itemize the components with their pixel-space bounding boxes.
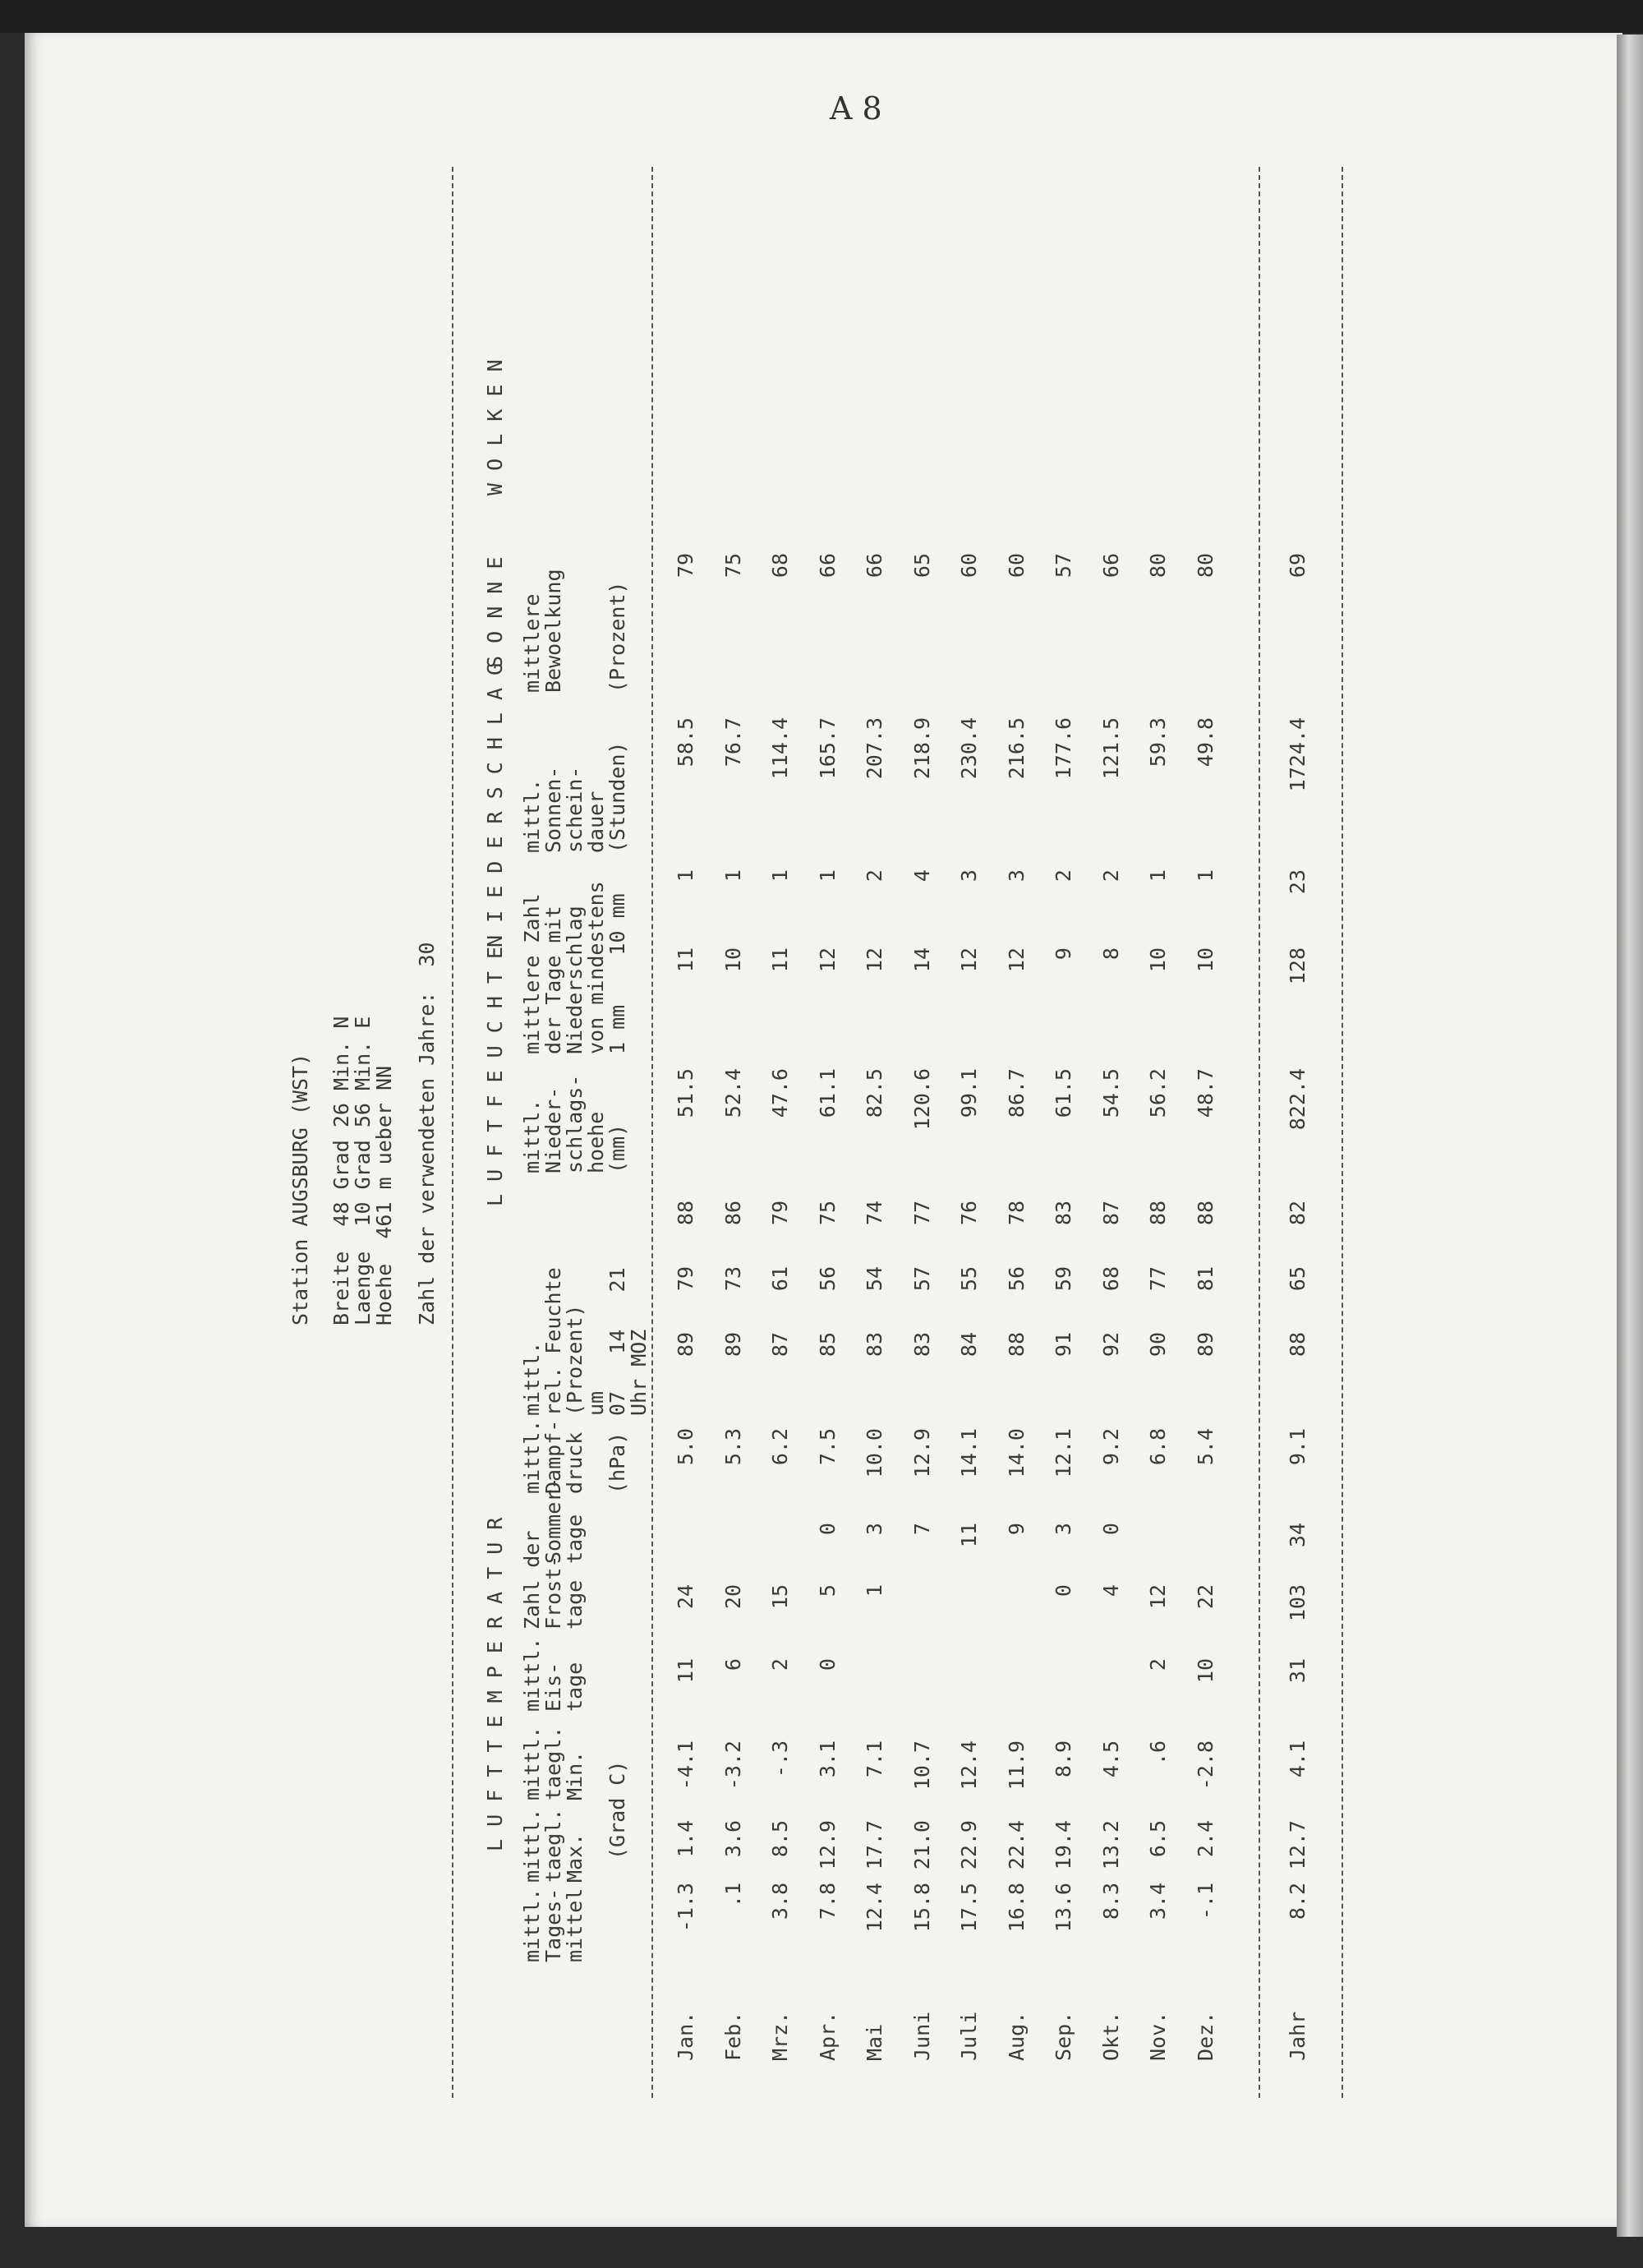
- table-cell: 56: [1004, 1266, 1029, 1292]
- row-month-label: Mai: [863, 2023, 886, 2061]
- station-title: Station AUGSBURG (WST): [288, 1053, 312, 1325]
- header-c14-line: mittl.: [520, 778, 544, 853]
- table-cell: 88: [1193, 1201, 1217, 1226]
- table-cell: 1: [720, 869, 745, 883]
- row-month-label: Juni: [909, 2011, 934, 2061]
- table-cell: 87: [1098, 1201, 1123, 1226]
- table-cell: 15: [768, 1584, 792, 1610]
- header-c8-line: rel. Feuchte: [541, 1267, 565, 1416]
- table-cell: 92: [1098, 1332, 1123, 1358]
- table-cell: 5: [815, 1584, 840, 1597]
- table-cell: 56: [815, 1266, 840, 1292]
- table-cell: 90: [1146, 1332, 1170, 1358]
- table-cell: 5.3: [720, 1428, 745, 1466]
- table-cell: 66: [1098, 553, 1123, 579]
- header-c12-line: mittlere Zahl: [520, 893, 544, 1054]
- table-cell: 79: [674, 553, 697, 579]
- header-c12-line: von mindestens: [584, 881, 608, 1054]
- table-cell: 17.7: [863, 1820, 886, 1870]
- table-cell: 68: [768, 553, 792, 579]
- table-cell: 14.0: [1004, 1428, 1029, 1478]
- table-cell: -1.3: [674, 1883, 697, 1933]
- table-cell: 4: [909, 869, 934, 883]
- table-cell: 10: [1146, 947, 1170, 973]
- table-cell: 2: [863, 869, 886, 883]
- table-cell: 1: [768, 869, 792, 883]
- year-cell: 69: [1286, 553, 1309, 579]
- table-cell: 21.0: [909, 1820, 934, 1870]
- table-cell: 56.2: [1146, 1068, 1170, 1118]
- table-cell: .6: [1146, 1740, 1170, 1766]
- station-altitude: Hoehe 461 m ueber NN: [372, 1065, 396, 1325]
- table-cell: 55: [957, 1266, 981, 1292]
- table-cell: 22.4: [1004, 1820, 1029, 1870]
- table-cell: 83: [909, 1332, 934, 1358]
- header-c11-line: (mm): [605, 1123, 629, 1173]
- table-cell: 54.5: [1098, 1068, 1123, 1118]
- table-cell: 10: [1193, 947, 1217, 973]
- row-month-label: Juli: [957, 2011, 981, 2061]
- table-cell: 2.4: [1193, 1820, 1217, 1858]
- header-c7-line: (hPa): [605, 1431, 629, 1494]
- header-c6-line: tage: [563, 1514, 587, 1564]
- header-c12-line: 1 mm 10 mm: [605, 893, 629, 1054]
- table-cell: 5.4: [1193, 1428, 1217, 1466]
- header-c11-line: mittl.: [520, 1099, 544, 1173]
- table-cell: 6.2: [768, 1428, 792, 1466]
- table-cell: 0: [1098, 1523, 1123, 1536]
- table-cell: 1: [863, 1584, 886, 1597]
- header-c7-line: Dampf-: [541, 1419, 565, 1494]
- table-cell: 6.5: [1146, 1820, 1170, 1858]
- year-cell: 65: [1286, 1266, 1309, 1292]
- table-cell: 61.5: [1052, 1068, 1075, 1118]
- table-cell: 1: [1146, 869, 1170, 883]
- year-cell: 4.1: [1286, 1740, 1309, 1778]
- climate-table-content: [275, 167, 1384, 2098]
- table-cell: 12.1: [1052, 1428, 1075, 1478]
- table-cell: 7.5: [815, 1428, 840, 1466]
- row-month-label: Mrz.: [768, 2011, 792, 2061]
- table-cell: 88: [1004, 1332, 1029, 1358]
- table-cell: 83: [1052, 1201, 1075, 1226]
- header-c14-line: Sonnen-: [541, 766, 565, 853]
- row-month-label: Sep.: [1052, 2011, 1075, 2061]
- header-c3-line: mittl.: [520, 1726, 544, 1800]
- header-c15-line: mittlere: [520, 593, 544, 693]
- table-cell: 0: [815, 1658, 840, 1671]
- table-cell: 12.9: [815, 1820, 840, 1870]
- row-month-label: Apr.: [815, 2011, 840, 2061]
- page-number: A 8: [830, 90, 882, 127]
- header-c3-line: taegl.: [541, 1726, 565, 1800]
- table-cell: 11: [674, 947, 697, 973]
- table-cell: 89: [720, 1332, 745, 1358]
- table-cell: 10.7: [909, 1740, 934, 1791]
- scan-background: [0, 0, 1643, 33]
- year-cell: 9.1: [1286, 1428, 1309, 1466]
- table-cell: 76: [957, 1201, 981, 1226]
- table-cell: 60: [1004, 553, 1029, 579]
- header-unit-grad-c: (Grad C): [605, 1760, 629, 1860]
- group-luftfeuchte: L U F T F E U C H T E: [483, 946, 507, 1206]
- year-cell: 103: [1286, 1584, 1309, 1622]
- table-cell: 2: [1052, 869, 1075, 883]
- table-cell: 58.5: [674, 717, 697, 768]
- table-cell: 74: [863, 1201, 886, 1226]
- table-cell: 19.4: [1052, 1820, 1075, 1870]
- table-cell: 59.3: [1146, 717, 1170, 768]
- table-cell: 1: [1193, 869, 1217, 883]
- header-c15-line: Bewoelkung: [541, 569, 565, 693]
- table-cell: 11: [674, 1658, 697, 1684]
- table-cell: 12: [1004, 947, 1029, 973]
- year-cell: 8.2: [1286, 1883, 1309, 1920]
- table-cell: 10.0: [863, 1428, 886, 1478]
- rule-header-bottom: [651, 167, 653, 2098]
- table-cell: 10: [1193, 1658, 1217, 1684]
- table-cell: 3: [957, 869, 981, 883]
- table-cell: 8.5: [768, 1820, 792, 1858]
- table-cell: 11.9: [1004, 1740, 1029, 1791]
- station-longitude: Laenge 10 Grad 56 Min. E: [351, 1016, 375, 1325]
- table-cell: 78: [1004, 1201, 1029, 1226]
- table-cell: 3.4: [1146, 1883, 1170, 1920]
- header-c11-line: schlags-: [563, 1074, 587, 1173]
- table-cell: 230.4: [957, 717, 981, 780]
- table-cell: 57: [1052, 553, 1075, 579]
- table-cell: 15.8: [909, 1883, 934, 1933]
- year-cell: 1724.4: [1286, 717, 1309, 792]
- table-cell: 14.1: [957, 1428, 981, 1478]
- table-cell: 3: [1052, 1523, 1075, 1536]
- table-cell: 114.4: [768, 717, 792, 780]
- header-c5-line: Frost-: [541, 1555, 565, 1630]
- table-cell: 61: [768, 1266, 792, 1292]
- header-c1-line: mittl.: [520, 1888, 544, 1962]
- row-month-label: Feb.: [720, 2011, 745, 2061]
- table-cell: 80: [1146, 553, 1170, 579]
- table-cell: 86.7: [1004, 1068, 1029, 1118]
- table-cell: 75: [720, 553, 745, 579]
- table-cell: 216.5: [1004, 717, 1029, 780]
- table-cell: 84: [957, 1332, 981, 1358]
- table-cell: 12.4: [957, 1740, 981, 1791]
- table-cell: 83: [863, 1332, 886, 1358]
- table-cell: 207.3: [863, 717, 886, 780]
- table-cell: 88: [674, 1201, 697, 1226]
- header-c2-line: taegl.: [541, 1808, 565, 1883]
- table-cell: 165.7: [815, 717, 840, 780]
- rotated-climate-table: [275, 167, 1384, 2098]
- table-cell: 2: [1146, 1658, 1170, 1671]
- header-c5-line: Zahl der: [520, 1530, 544, 1630]
- table-cell: 7: [909, 1523, 934, 1536]
- year-label: Jahr: [1286, 2011, 1309, 2061]
- table-cell: 22: [1193, 1584, 1217, 1610]
- year-cell: 822.4: [1286, 1068, 1309, 1131]
- table-cell: 88: [1146, 1201, 1170, 1226]
- header-c3-line: Min.: [563, 1750, 587, 1800]
- table-cell: 0: [1052, 1584, 1075, 1597]
- header-c8-line: um: [584, 1390, 608, 1416]
- table-cell: 77: [1146, 1266, 1170, 1292]
- table-cell: 22.9: [957, 1820, 981, 1870]
- table-cell: 3: [1004, 869, 1029, 883]
- group-wolken: W O L K E N: [483, 359, 507, 496]
- table-cell: 76.7: [720, 717, 745, 768]
- table-cell: 82.5: [863, 1068, 886, 1118]
- year-cell: 128: [1286, 947, 1309, 985]
- table-cell: 60: [957, 553, 981, 579]
- table-cell: -.3: [768, 1740, 792, 1778]
- table-cell: -.1: [1193, 1883, 1217, 1920]
- table-cell: 91: [1052, 1332, 1075, 1358]
- row-month-label: Okt.: [1098, 2011, 1123, 2061]
- year-cell: 82: [1286, 1201, 1309, 1226]
- table-cell: 4: [1098, 1584, 1123, 1597]
- rule-top: [452, 167, 453, 2098]
- header-c4-line: tage: [563, 1662, 587, 1712]
- table-cell: 87: [768, 1332, 792, 1358]
- table-cell: 9.2: [1098, 1428, 1123, 1466]
- row-month-label: Nov.: [1146, 2011, 1170, 2061]
- table-cell: 7.8: [815, 1883, 840, 1920]
- table-cell: 1: [674, 869, 697, 883]
- table-cell: 11: [957, 1523, 981, 1548]
- table-cell: 13.6: [1052, 1883, 1075, 1933]
- table-cell: 13.2: [1098, 1820, 1123, 1870]
- year-cell: 88: [1286, 1332, 1309, 1358]
- row-month-label: Aug.: [1004, 2011, 1029, 2061]
- table-cell: 5.0: [674, 1428, 697, 1466]
- table-cell: .1: [720, 1883, 745, 1908]
- table-cell: 12: [957, 947, 981, 973]
- table-cell: 3.1: [815, 1740, 840, 1778]
- station-latitude: Breite 48 Grad 26 Min. N: [329, 1016, 353, 1325]
- table-cell: 12: [1146, 1584, 1170, 1610]
- table-cell: 12: [863, 947, 886, 973]
- header-c6-line: Sommer-: [541, 1477, 565, 1564]
- header-c1-line: Tages-: [541, 1888, 565, 1962]
- year-cell: 34: [1286, 1523, 1309, 1548]
- table-cell: 85: [815, 1332, 840, 1358]
- table-cell: 12.4: [863, 1883, 886, 1933]
- header-c14-line: (Stunden): [605, 741, 629, 853]
- table-cell: 8.3: [1098, 1883, 1123, 1920]
- table-cell: 66: [863, 553, 886, 579]
- table-cell: 99.1: [957, 1068, 981, 1118]
- header-c8-line: (Prozent): [563, 1304, 587, 1416]
- table-cell: 86: [720, 1201, 745, 1226]
- year-cell: 12.7: [1286, 1820, 1309, 1870]
- table-cell: 3.6: [720, 1820, 745, 1858]
- table-cell: 89: [1193, 1332, 1217, 1358]
- year-cell: 23: [1286, 869, 1309, 895]
- header-c11-line: Nieder-: [541, 1086, 565, 1173]
- group-niederschlag: N I E D E R S C H L A G: [483, 662, 507, 947]
- table-cell: 0: [815, 1523, 840, 1536]
- table-cell: 81: [1193, 1266, 1217, 1292]
- table-cell: 24: [674, 1584, 697, 1610]
- table-cell: 16.8: [1004, 1883, 1029, 1933]
- table-cell: 51.5: [674, 1068, 697, 1118]
- header-c7-line: druck: [563, 1431, 587, 1494]
- table-cell: 66: [815, 553, 840, 579]
- header-c12-line: Niederschlag: [563, 906, 587, 1054]
- table-cell: 12.9: [909, 1428, 934, 1478]
- table-cell: 75: [815, 1201, 840, 1226]
- table-cell: 3.8: [768, 1883, 792, 1920]
- table-cell: 57: [909, 1266, 934, 1292]
- group-lufttemperatur: L U F T T E M P E R A T U R: [483, 1517, 507, 1851]
- table-cell: 6.8: [1146, 1428, 1170, 1466]
- table-cell: 20: [720, 1584, 745, 1610]
- table-cell: 2: [768, 1658, 792, 1671]
- header-c15-line: (Prozent): [605, 581, 629, 693]
- header-c4-line: mittl.: [520, 1637, 544, 1712]
- header-c14-line: schein-: [563, 766, 587, 853]
- table-cell: -4.1: [674, 1740, 697, 1791]
- group-sonne: S O N N E: [483, 556, 507, 668]
- table-cell: 48.7: [1193, 1068, 1217, 1118]
- row-month-label: Dez.: [1193, 2011, 1217, 2061]
- row-month-label: Jan.: [674, 2011, 697, 2061]
- table-cell: 52.4: [720, 1068, 745, 1118]
- table-cell: 177.6: [1052, 717, 1075, 780]
- page-edge: [1617, 35, 1643, 2237]
- rule-bottom: [1342, 167, 1343, 2098]
- table-cell: 218.9: [909, 717, 934, 780]
- header-c14-line: dauer: [584, 791, 608, 853]
- table-cell: 9: [1052, 947, 1075, 961]
- table-cell: 77: [909, 1201, 934, 1226]
- header-c11-line: hoehe: [584, 1111, 608, 1173]
- table-cell: 73: [720, 1266, 745, 1292]
- table-cell: 80: [1193, 553, 1217, 579]
- table-cell: 7.1: [863, 1740, 886, 1778]
- table-cell: -3.2: [720, 1740, 745, 1791]
- table-cell: 2: [1098, 869, 1123, 883]
- header-c5-line: tage: [563, 1579, 587, 1630]
- table-cell: 54: [863, 1266, 886, 1292]
- table-cell: 65: [909, 553, 934, 579]
- rule-before-year: [1259, 167, 1260, 2098]
- table-cell: 8.9: [1052, 1740, 1075, 1778]
- header-c4-line: Eis-: [541, 1662, 565, 1712]
- table-cell: 10: [720, 947, 745, 973]
- header-c8-line: Uhr MOZ: [627, 1329, 651, 1416]
- station-years: Zahl der verwendeten Jahre: 30: [415, 942, 439, 1325]
- table-cell: 89: [674, 1332, 697, 1358]
- header-c2-line: Max.: [563, 1832, 587, 1883]
- table-cell: -2.8: [1193, 1740, 1217, 1791]
- table-cell: 1.4: [674, 1820, 697, 1858]
- table-cell: 9: [1004, 1523, 1029, 1536]
- header-c7-line: mittl.: [520, 1419, 544, 1494]
- table-cell: 8: [1098, 947, 1123, 961]
- table-cell: 11: [768, 947, 792, 973]
- year-cell: 31: [1286, 1658, 1309, 1684]
- header-c1-line: mittel: [563, 1888, 587, 1962]
- header-c2-line: mittl.: [520, 1808, 544, 1883]
- header-c8-line: 07 14 21: [605, 1267, 629, 1416]
- table-cell: 4.5: [1098, 1740, 1123, 1778]
- table-cell: 47.6: [768, 1068, 792, 1118]
- table-cell: 3: [863, 1523, 886, 1536]
- table-cell: 1: [815, 869, 840, 883]
- table-cell: 6: [720, 1658, 745, 1671]
- table-cell: 61.1: [815, 1068, 840, 1118]
- table-cell: 121.5: [1098, 717, 1123, 780]
- table-cell: 59: [1052, 1266, 1075, 1292]
- header-c12-line: der Tage mit: [541, 906, 565, 1054]
- table-cell: 68: [1098, 1266, 1123, 1292]
- table-cell: 17.5: [957, 1883, 981, 1933]
- table-cell: 49.8: [1193, 717, 1217, 768]
- table-cell: 120.6: [909, 1068, 934, 1131]
- table-cell: 12: [815, 947, 840, 973]
- table-cell: 79: [674, 1266, 697, 1292]
- table-cell: 14: [909, 947, 934, 973]
- header-c8-line: mittl.: [520, 1341, 544, 1416]
- table-cell: 79: [768, 1201, 792, 1226]
